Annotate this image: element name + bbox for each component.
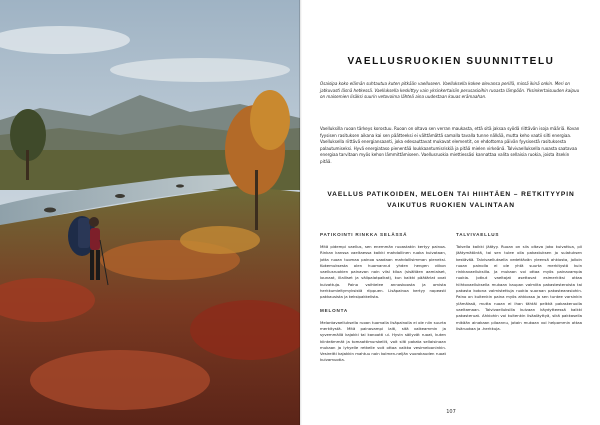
paragraph-melonta: Melontavaelluksella ruoan tuomalla lisäpainolla ei ole niin suurta merkitystä. Mitä painavampi laiti, sitä vaikeammin ja syvemmällä kajakki tai kanootti ui. Hyvin säilyvät ruoat, kuten kiinteämmät ja tomaattimurskeliit, voit silti pakata sellaisinaan mukaan ja lyhyelle retkelle voit ottaa vaikka vesimelooninkin. Vesireitti kajakkin mahtuu noin kolmen-neljän vuorokauden ruoat kuivamuotia. (320, 319, 446, 363)
subheading-melonta: MELONTA (320, 307, 348, 313)
body-paragraph: Vaelluksilla ruoan tärkeys korostuu. Ruoan on oltava sen verran maukasta, että sitä jaksaa syödä riittävän isoja määriä. Kovan fyysisen rasituksen aikana kai sen päätteeksi ei välttämättä samalla tavalla tunne nälkää, mutta keho vaatii silti energiaa. Vaelluksella riittävä energiansaanti, joka edesauttavat mukavat elementit, on ehdottoma päivän fyysisestä rasituksesta palautumiseksi. Hyvä energiataso pienentää loukkaantumisriskiä ja pitää mielen virkeänä. Talvivaelluksella ruoasta saatavaa energiaa tarvitaan myös kehon lämmittämiseen. Vaellusruokia miettiessäsi kannattaa valita sellaisia ruokia, joista itsekin pitää. (320, 126, 580, 164)
paragraph-talvivaellus: Talvella kaikki jäätyy. Ruoan on siis oltava joko kuivattua, pii jäätymätöntä, tai sen tulee olla pakastuksen jo sulatuksen kestävää. Talvivaelluksella vedettävän yleensä ahkiosta, jolloin ruoan painolla ei ole yhtä suurta merkitystä kuin rinkkavaelluksilla. Ja mukaan voi ottaa myös painavampia ruokia. Jotkut vaeltajat asettavat esimerkiksi ottaa hiihtovaelluksella mukaan kaupan valmiita pakastesteroista tai pakasta kotona valmistettuja ruokia suoraan pakastearasiohin. Paino on kuitenkin paina myös ahkiossa ja sen tuntee varsinkin ylämäissä, mutta ruoan ei ihan tähtäi pelkkä pakaskeruolla vaeltamaan. Talvivaelluksilla kuivaan käydytteessä kaikki pakasteruat. Ahkiohin voi kuitenkin lisäaläyttyä, sikä pakkasella mikään ainakaan pilaannu, jotain mukaan voi helpommin ottaa lisäruokaa ja -herkkuja. (456, 244, 582, 331)
subheading-patikointi: PATIKOINTI RINKKA SELÄSSÄ (320, 232, 408, 237)
subheading-talvivaellus: TALVIVAELLUS (456, 232, 500, 237)
intro-paragraph: Osaisipa koko elämän suhtautua kuten pitkään vaelluseen. Vaelluksella kokee olevansa perillä, missä ikinä onkin. Meri on jatkuvasti läsnä hetkessä. Vaelluksella keskittyy vain yksinkertaisiin perusasioihin ruoasta lämpöön. Yksinkertaisuuden kaipuu on maisemien lisäksi suurin vetovoima lähteä aina uudestaan kauas erämaahan. (320, 81, 580, 100)
section-title: VAELLUS PATIKOIDEN, MELOEN TAI HIIHTÄEN – RETKITYYPIN VAIKUTUS RUOKIEN VALINTAAN (327, 191, 575, 209)
text-page (302, 0, 600, 425)
page-number: 107 (446, 409, 456, 415)
right-column (456, 232, 582, 339)
page-title: VAELLUSRUOKIEN SUUNNITTELU (347, 56, 555, 67)
left-column (320, 232, 446, 371)
paragraph-patikointi: Mitä pidempi vaellus, sen enemmän ruoastakin kertyy painoa. Rinkan kanssa vaeltaessa kaikki mahdollinen ruoka kuivataan, jotta ruoan tuomaa painoa saadaan mahdollisimman pieneksi. Kokemuksesta olen huomannut yhden hengen viikon vaellusruokien painavan noin viisi kiloa (sisältäen aamiaiset, lounaat, illalliset ja välipalatpalkat), kun kaikki päätärlat ovat kuivattuja. Paino vaihtelee annoskoosta ja omista herkkumieltymyksistä riippuen. Lisäpainoa kertyy nopeasti pakkausista ja keksipakkelista. (320, 244, 446, 300)
